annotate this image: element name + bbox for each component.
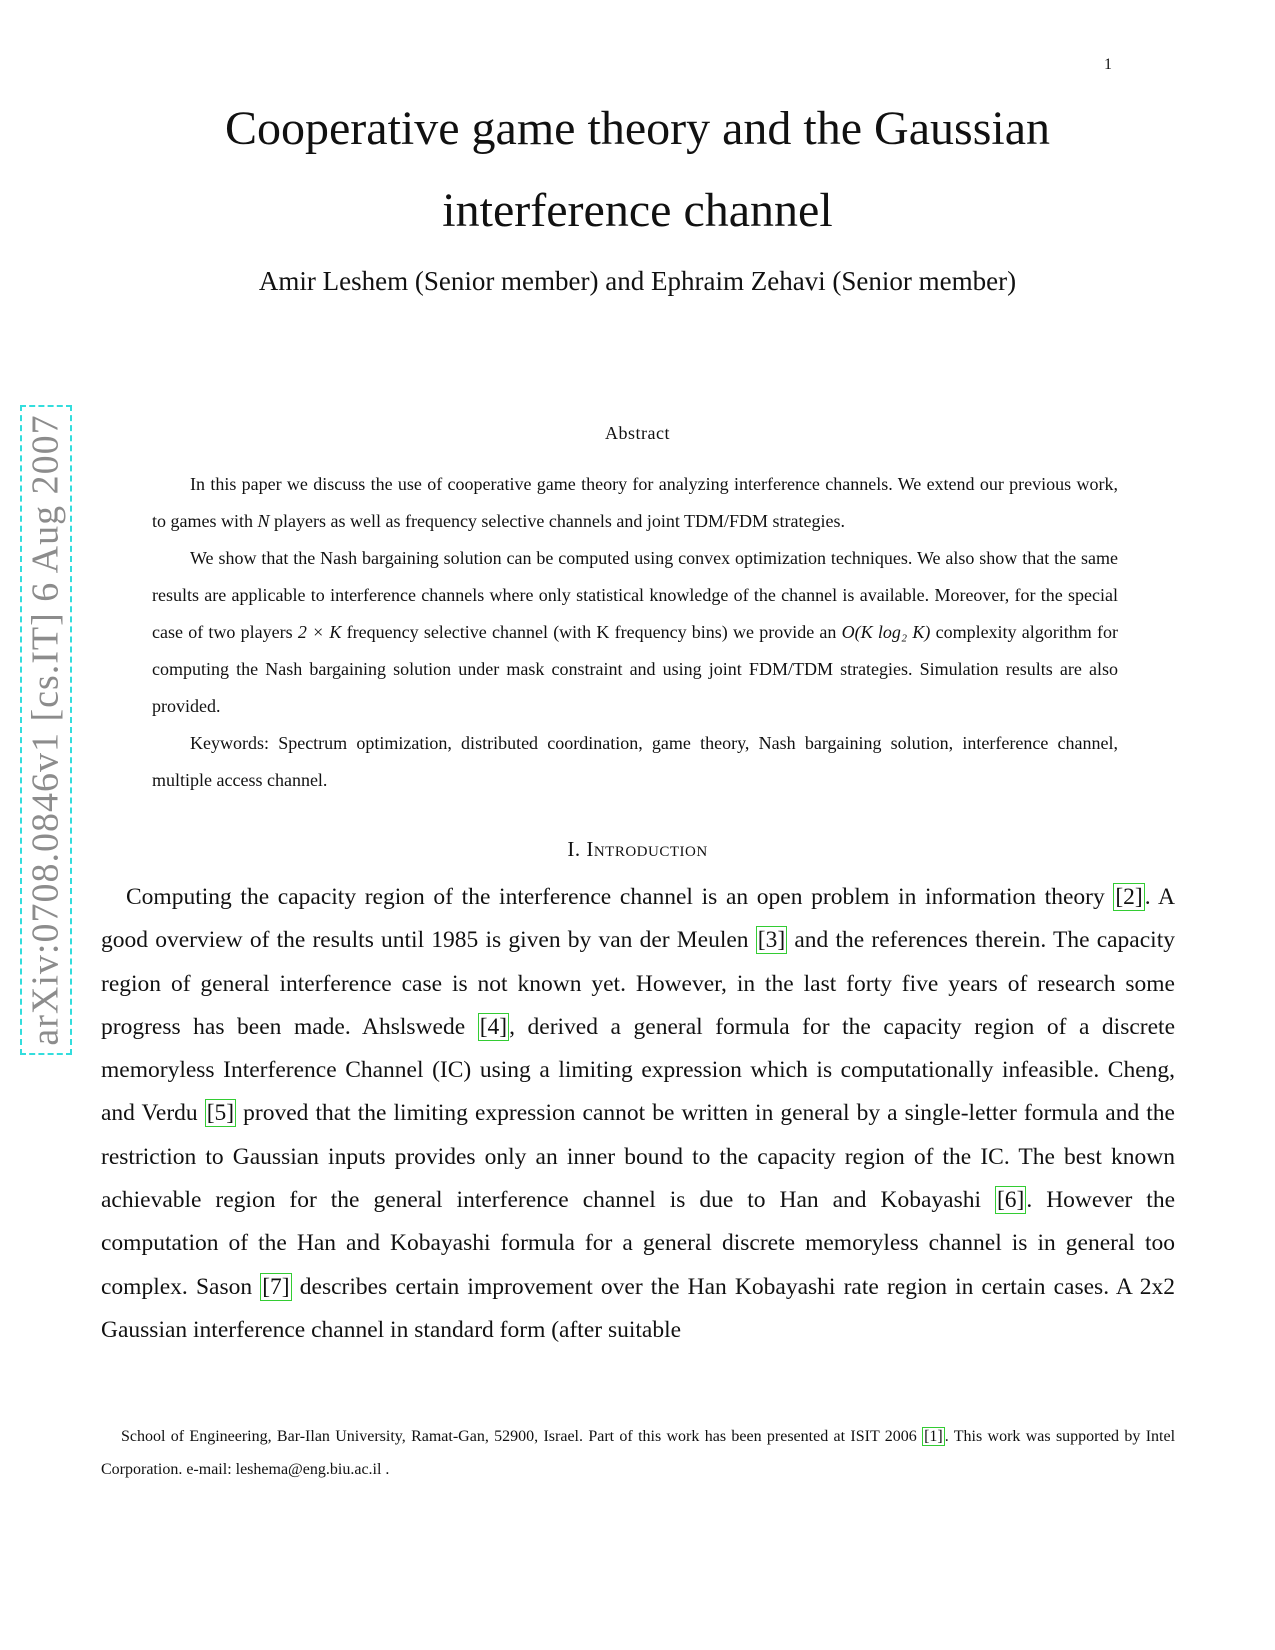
intro-text: describes certain improvement over the Han Kobayashi rate region in certain cases. A 2x2 Gaussian interference channel in standard form (after suitable [101,1273,1175,1343]
intro-text: and the references therein. The capacity region of general interference case is not known yet. However, in the last forty five years of research some progress has been made. Ahslswede [101,927,1175,1040]
abstract-body [152,466,1118,799]
footnote [101,1420,1175,1486]
citation-link-5[interactable]: [5] [206,1100,235,1127]
citation-link-7[interactable]: [7] [262,1273,290,1300]
paper-title-line-2: interference channel [442,184,833,237]
abstract-text: complexity algorithm for computing the Nash bargaining solution under mask constraint and using joint FDM/TDM strategies. Simulation results are also provided. [152,622,1118,716]
intro-text: . However the computation of the Han and Kobayashi formula for a general discrete memoryless channel is in general too complex. Sason [101,1187,1176,1300]
paper-title-line-1: Cooperative game theory and the Gaussian [224,102,1051,155]
citation-link-6[interactable]: [6] [996,1187,1025,1214]
arxiv-identifier-stamp[interactable] [20,405,72,1055]
abstract-text: frequency selective channel (with K frequency bins) we provide an [341,622,842,642]
math-complexity: O(K log₂ K) [841,622,931,642]
math-n: N [257,511,270,531]
footnote-paragraph [101,1420,1175,1486]
section-heading-introduction [0,837,1275,862]
keywords: Keywords: Spectrum optimization, distributed coordination, game theory, Nash bargaining solution, interference channel, multiple access channel. [152,733,1118,790]
abstract-paragraph-1 [152,466,1118,540]
citation-link-2[interactable]: [2] [1115,884,1143,910]
citation-link-1[interactable]: [1] [924,1428,943,1445]
math-2xk: 2 × K [297,622,342,642]
paper-title [0,88,1275,252]
intro-text: . A good overview of the results until 1985 is given by van der Meulen [101,884,1175,954]
abstract-heading: Abstract [605,423,670,443]
citation-link-3[interactable]: [3] [757,927,786,954]
footnote-text: . This work was supported by Intel Corporation. e-mail: leshema@eng.biu.ac.il . [101,1428,1176,1478]
introduction-paragraph [101,876,1175,1352]
intro-text: proved that the limiting expression cannot be written in general by a single-letter formula and the restriction to Gaussian inputs provides only an inner bound to the capacity region of the IC. The best known achievable region for the general interference channel is due to Han and Kobayashi [101,1100,1175,1214]
footnote-text: School of Engineering, Bar-Ilan University, Ramat-Gan, 52900, Israel. Part of this work has been presented at ISIT 2006 [121,1428,923,1445]
abstract-text: players as well as frequency selective channels and joint TDM/FDM strategies. [269,511,846,531]
introduction-body [101,876,1175,1352]
section-numeral: I. [567,837,587,861]
intro-text: , derived a general formula for the capacity region of a discrete memoryless Interference Channel (IC) using a limiting expression which is computationally infeasible. Cheng, and Verdu [101,1013,1176,1127]
abstract-text: We show that the Nash bargaining solution can be computed using convex optimization techniques. We also show that the same results are applicable to interference channels where only statistical knowledge of the channel is available. Moreover, for the special case of two players [152,548,1118,642]
abstract-paragraph-2 [152,540,1118,725]
abstract-text: In this paper we discuss the use of cooperative game theory for analyzing interference channels. We extend our previous work, to games with [152,474,1118,531]
author-line: Amir Leshem (Senior member) and Ephraim Zehavi (Senior member) [258,266,1017,296]
citation-link-4[interactable]: [4] [479,1013,508,1040]
section-title: Introduction [586,837,708,861]
arxiv-identifier-text: arXiv:0708.0846v1 [cs.IT] 6 Aug 2007 [25,414,68,1046]
intro-text: Computing the capacity region of the interference channel is an open problem in information theory [126,884,1114,910]
page-number: 1 [1104,56,1112,73]
